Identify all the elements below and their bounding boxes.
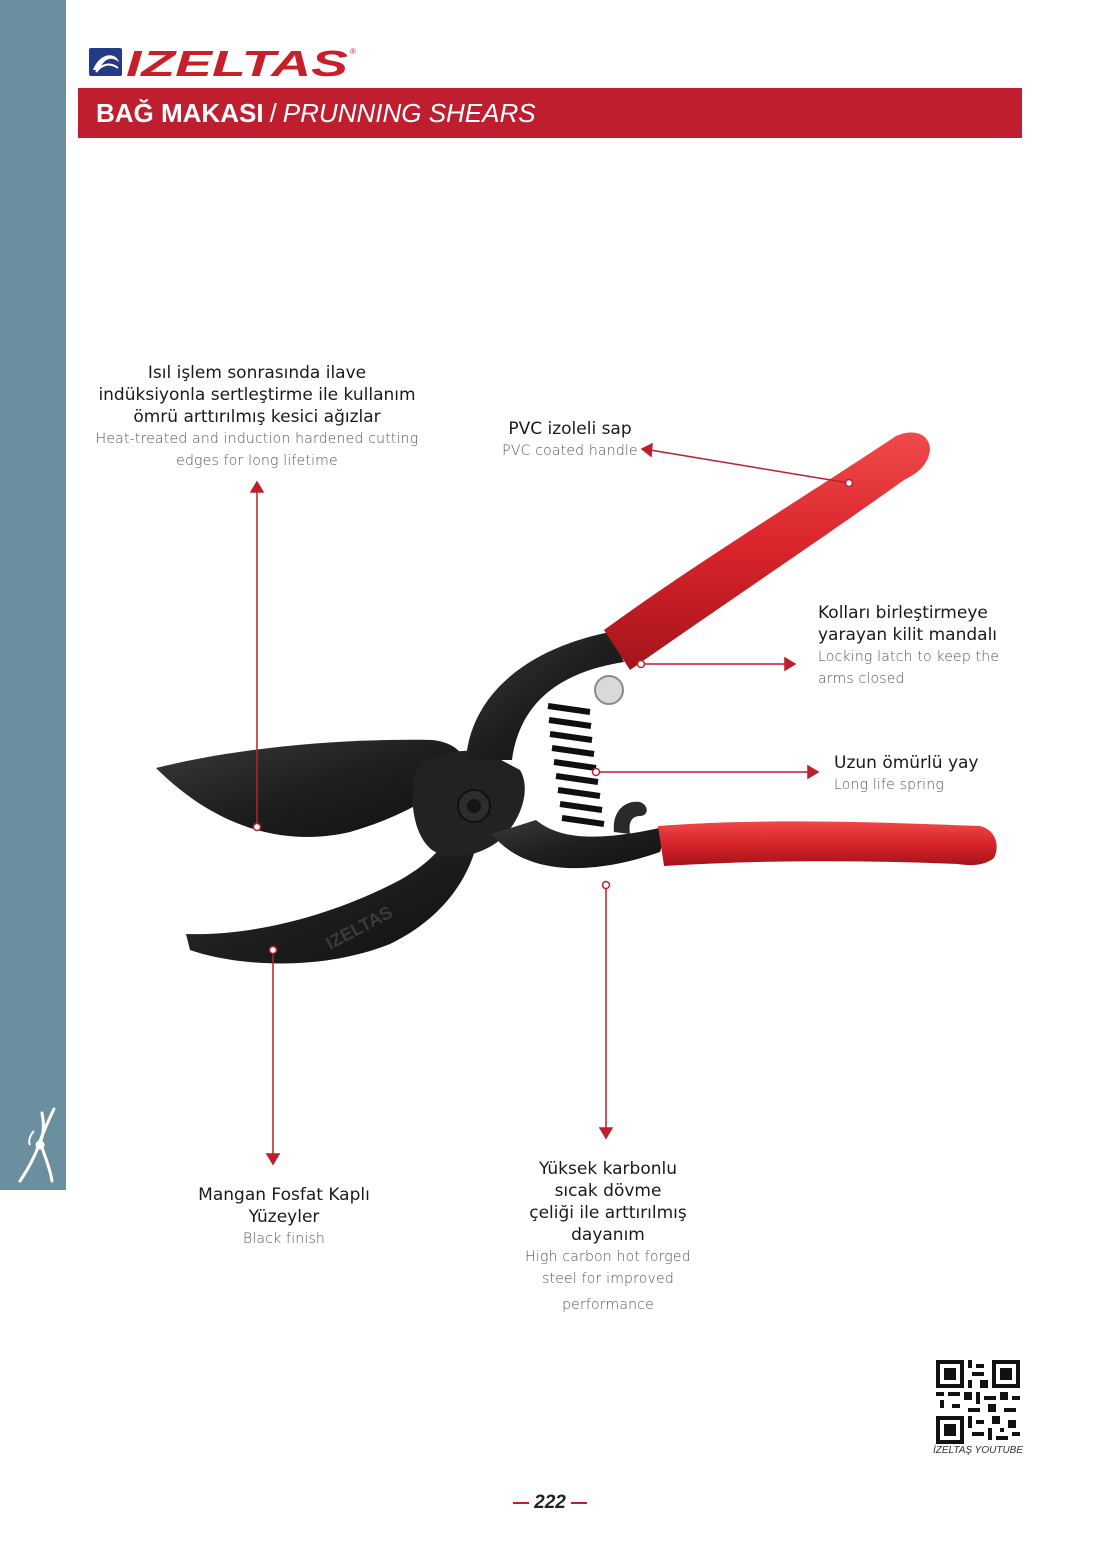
callout-latch-tr-2: yarayan kilit mandalı [818, 625, 998, 645]
callout-steel-tr-4: dayanım [571, 1225, 645, 1245]
qr-label: İZELTAŞ YOUTUBE [932, 1445, 1024, 1456]
callout-cutting-edges [72, 362, 442, 472]
brand-name: IZELTAS [126, 44, 348, 80]
title-en: PRUNNING SHEARS [282, 97, 536, 128]
shears-image [156, 432, 997, 963]
callout-handle-tr: PVC izoleli sap [508, 419, 632, 439]
callout-steel-en-3: performance [562, 1297, 654, 1313]
callout-steel-en-2: steel for improved [542, 1271, 674, 1287]
page-number-dash-right [571, 1502, 587, 1504]
leader-handle [650, 450, 849, 483]
callout-spring [834, 752, 1034, 796]
callout-finish-tr-2: Yüzeyler [248, 1207, 320, 1227]
callout-handle-en: PVC coated handle [502, 443, 638, 459]
callout-latch [818, 602, 1028, 690]
callout-cutting-edges-en-2: edges for long lifetime [176, 453, 338, 469]
callout-cutting-edges-tr-3: ömrü arttırılmış kesici ağızlar [133, 407, 381, 427]
callout-finish-tr-1: Mangan Fosfat Kaplı [198, 1185, 370, 1205]
qr-code-icon[interactable] [936, 1360, 1020, 1444]
callout-handle [480, 418, 660, 462]
blade-engraving: IZELTAS [322, 901, 396, 954]
callout-cutting-edges-tr-1: Isıl işlem sonrasında ilave [147, 363, 367, 383]
callout-cutting-edges-tr-2: indüksiyonla sertleştirme ile kullanım [98, 385, 416, 405]
callout-steel-en-1: High carbon hot forged [525, 1249, 691, 1265]
callout-finish [170, 1184, 398, 1250]
page-number-value: 222 [534, 1492, 566, 1513]
callout-spring-tr: Uzun ömürlü yay [834, 753, 979, 773]
callout-latch-tr-1: Kolları birleştirmeye [818, 603, 988, 623]
callout-spring-en: Long life spring [834, 777, 944, 793]
callout-steel-tr-2: sıcak dövme [554, 1181, 662, 1201]
callout-cutting-edges-en-1: Heat-treated and induction hardened cutting [95, 431, 419, 447]
page-number [500, 1492, 600, 1514]
page-number-dash-left [513, 1502, 529, 1504]
callout-steel-tr-1: Yüksek karbonlu [538, 1159, 678, 1179]
callout-finish-en: Black finish [242, 1231, 326, 1247]
title-tr: BAĞ MAKASI [96, 97, 264, 128]
title-separator: / [269, 97, 277, 128]
callout-steel [494, 1158, 722, 1316]
callout-latch-en-1: Locking latch to keep the [818, 649, 1000, 665]
callout-steel-tr-3: çeliği ile arttırılmış [529, 1203, 687, 1223]
registered-mark: ® [350, 47, 356, 56]
callout-latch-en-2: arms closed [818, 671, 905, 687]
